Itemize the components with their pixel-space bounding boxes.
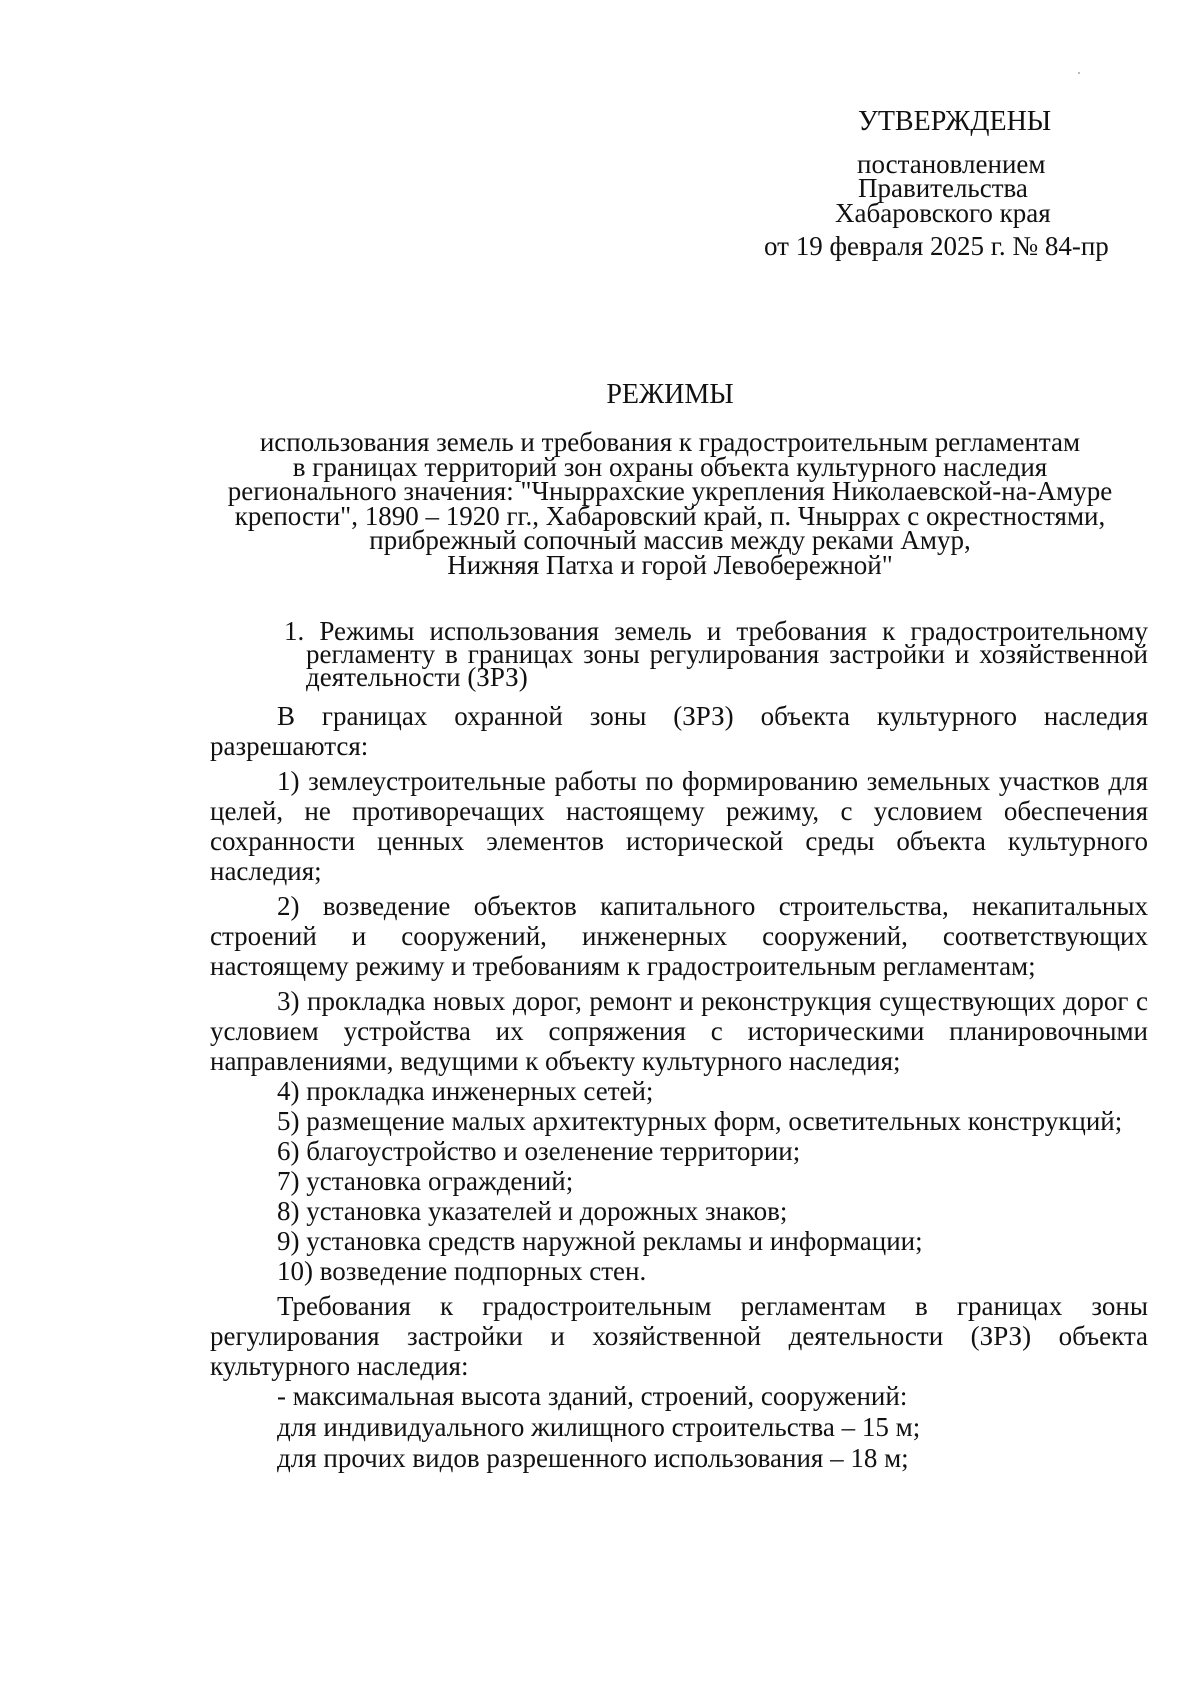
approval-heading: УТВЕРЖДЕНЫ	[858, 106, 1052, 137]
list-item-4: 4) прокладка инженерных сетей;	[277, 1076, 654, 1106]
document-body	[210, 616, 1148, 1474]
section-heading-1: 1. Режимы использования земель и требования к градостроительному регламенту в границах зоны регулирования застройки и хозяйственной деятельности (ЗРЗ)	[284, 616, 1148, 692]
list-item-3: 3) прокладка новых дорог, ремонт и реконструкция существующих дорог с условием устройства их сопряжения с историческими планировочными направлениями, ведущими к объекту культурного наследия;	[210, 986, 1148, 1076]
document-title-block	[170, 379, 1170, 580]
title-line-1: использования земель и требования к градостроительным регламентам	[259, 427, 1081, 457]
height-izhs: для индивидуального жилищного строительства – 15 м;	[277, 1412, 921, 1442]
approval-line-date-number: от 19 февраля 2025 г. № 84-пр	[764, 231, 1109, 261]
title-line-3: регионального значения: "Чныррахские укрепления Николаевской-на-Амуре	[227, 476, 1113, 506]
title-line-5: прибрежный сопочный массив между реками Амур,	[369, 525, 971, 555]
list-item-8: 8) установка указателей и дорожных знаков;	[277, 1196, 788, 1226]
list-item-1: 1) землеустроительные работы по формированию земельных участков для целей, не противоречащих настоящему режиму, с условием обеспечения сохранности ценных элементов исторической среды объекта культурного наследия;	[210, 766, 1148, 886]
approval-line-region: Хабаровского края	[835, 198, 1051, 228]
list-item-7: 7) установка ограждений;	[277, 1166, 574, 1196]
list-item-2: 2) возведение объектов капитального строительства, некапитальных строений и сооружений, инженерных сооружений, соответствующих настоящему режиму и требованиям к градостроительным регламентам;	[210, 891, 1148, 981]
title-line-6: Нижняя Патха и горой Левобережной"	[447, 549, 893, 580]
height-other: для прочих видов разрешенного использования – 18 м;	[277, 1443, 909, 1473]
list-item-10: 10) возведение подпорных стен.	[277, 1256, 647, 1286]
document-title: РЕЖИМЫ	[606, 379, 734, 410]
paragraph-requirements: Требования к градостроительным регламентам в границах зоны регулирования застройки и хозяйственной деятельности (ЗРЗ) объекта культурного наследия:	[210, 1291, 1148, 1381]
paragraph-intro: В границах охранной зоны (ЗРЗ) объекта культурного наследия разрешаются:	[210, 701, 1148, 761]
approval-line-government: Правительства	[858, 173, 1028, 203]
list-item-5: 5) размещение малых архитектурных форм, осветительных конструкций;	[277, 1106, 1123, 1136]
approval-line-resolution: постановлением	[857, 149, 1046, 179]
list-item-9: 9) установка средств наружной рекламы и информации;	[277, 1226, 923, 1256]
scan-speck	[1078, 72, 1080, 74]
list-item-6: 6) благоустройство и озеленение территории;	[277, 1136, 801, 1166]
height-heading: - максимальная высота зданий, строений, сооружений:	[277, 1381, 908, 1411]
title-line-2: в границах территорий зон охраны объекта культурного наследия	[292, 451, 1048, 482]
title-line-4: крепости", 1890 – 1920 гг., Хабаровский край, п. Чныррах с окрестностями,	[234, 500, 1106, 531]
